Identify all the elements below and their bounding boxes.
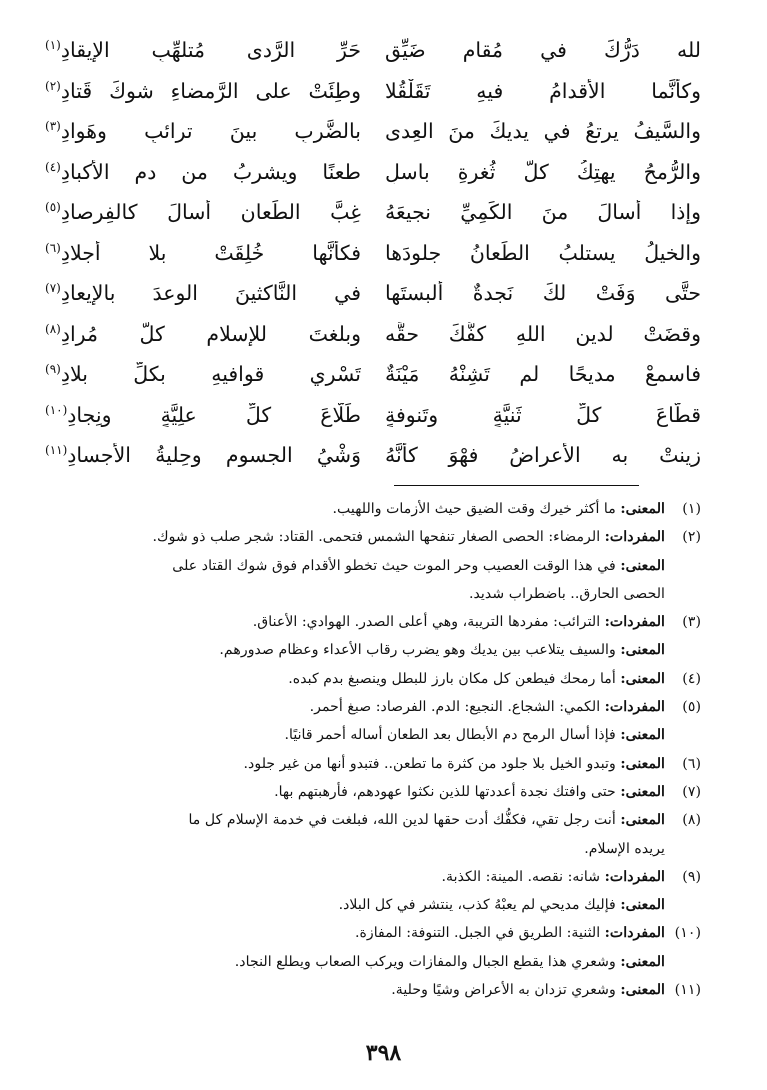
first-hemistich <box>385 79 701 103</box>
footnote-label: المعنى: <box>620 642 665 659</box>
footnote-label: المفردات: <box>604 925 665 942</box>
footnote-label: المعنى: <box>620 501 665 517</box>
second-hemistich <box>45 79 361 103</box>
hemistich-text: وبلغتَ للإسلامِ كلَّ مُرادِ <box>60 321 361 346</box>
footnote-marker[interactable]: (٢) <box>45 78 61 93</box>
footnote <box>76 693 701 721</box>
hemistich-text: والرُّمحُ يهتِكُ كلَّ ثُغرةِ باسلٍ <box>385 159 701 184</box>
hemistich-text: زِينتْ به الأعراضُ فهْوَ كأنَّهُ <box>385 443 701 468</box>
footnote-marker[interactable]: (١) <box>45 38 61 53</box>
footnote <box>76 495 701 523</box>
second-hemistich <box>45 443 361 467</box>
hemistich-text: وطِئَتْ على الرَّمضاءِ شوكَ قَتادِ <box>60 78 361 103</box>
footnote-number: (٥) <box>682 699 701 716</box>
first-hemistich <box>385 200 701 224</box>
footnote <box>76 948 701 976</box>
second-hemistich <box>45 403 361 427</box>
footnote <box>76 863 701 891</box>
hemistich-text: بالضَّربِ بينَ ترائبٍ وهَوادِ <box>60 119 361 144</box>
verse <box>45 354 701 395</box>
footnote-label: المعنى: <box>620 783 665 800</box>
footnote-marker[interactable]: (١٠) <box>45 402 68 417</box>
footnote-label: المعنى: <box>620 727 665 744</box>
footnote-text: يريده الإسلام. <box>584 840 665 857</box>
footnote-marker[interactable]: (٤) <box>45 159 61 174</box>
page-number: ٣٩٨ <box>365 1040 402 1066</box>
footnote-text: حتى وافتك نجدة أعددتها للذين نكثوا عهودهم، فأرهبتهم بها. <box>274 783 616 800</box>
verse <box>45 192 701 233</box>
second-hemistich <box>45 38 361 62</box>
second-hemistich <box>45 322 361 346</box>
footnote-number: (٨) <box>682 812 701 829</box>
footnote-label: المعنى: <box>620 897 665 914</box>
footnote-text: والسيف يتلاعب بين يديك وهو يضرب رقاب الأعداء وعظام صدورهم. <box>219 642 616 659</box>
footnote-text: الرمضاء: الحصى الصغار تنفحها الشمس فتحمى. القتاد: شجر صلب ذو شوك. <box>152 529 601 546</box>
footnote-continuation <box>76 580 701 608</box>
verse <box>45 233 701 274</box>
footnote <box>76 665 701 693</box>
verse <box>45 314 701 355</box>
footnote-marker[interactable]: (٦) <box>45 240 61 255</box>
second-hemistich <box>45 362 361 386</box>
second-hemistich <box>45 281 361 305</box>
footnote-text: الحصى الحارق.. باضطراب شديد. <box>468 585 665 602</box>
footnote-text: شانه: نقصه. المينة: الكذبة. <box>441 868 601 885</box>
first-hemistich <box>385 443 701 467</box>
second-hemistich <box>45 160 361 184</box>
footnote <box>76 552 701 580</box>
footnote-separator <box>394 485 639 486</box>
footnote-text: وتبدو الخيل بلا جلود من كثرة ما تطعن.. فتبدو أنها من غير جلود. <box>243 755 616 772</box>
footnote-number: (١١) <box>674 982 701 999</box>
footnote <box>76 750 701 778</box>
verse <box>45 71 701 112</box>
footnote-marker[interactable]: (٣) <box>45 119 61 134</box>
hemistich-text: فاسمعْ مديحًا لم تَشِنْهُ مَيْنَةٌ <box>385 362 701 387</box>
footnote-number: (٩) <box>682 868 701 885</box>
footnote <box>76 721 701 749</box>
footnote-text: فإذا أسال الرمح دم الأبطال بعد الطعان أساله أحمر قانيًا. <box>284 727 616 744</box>
hemistich-text: لله دَرُّكَ في مُقامٍ ضَيِّقٍ <box>385 38 701 63</box>
footnote-number: (٢) <box>682 529 701 546</box>
footnote-label: المعنى: <box>620 557 665 574</box>
footnote-text: أما رمحك فيطعن كل مكان بارز للبطل وينصبغ بدم كبده. <box>288 670 616 687</box>
footnote-text: وشعري تزدان به الأعراض وشيًا وحلية. <box>391 982 616 999</box>
first-hemistich <box>385 281 701 305</box>
hemistich-text: في النَّاكثينَ الوعدَ بالإيعادِ <box>60 281 361 306</box>
first-hemistich <box>385 322 701 346</box>
hemistich-text: وكأنَّما الأقدامُ فيهِ تَقَلْقُلا <box>385 78 701 103</box>
footnote-label: المفردات: <box>604 529 665 546</box>
footnote-label: المعنى: <box>620 755 665 772</box>
hemistich-text: حتَّى وَفَتْ لكَ نَجدةٌ ألبستَها <box>385 281 701 306</box>
verse <box>45 111 701 152</box>
footnote-number: (١٠) <box>674 925 701 942</box>
first-hemistich <box>385 119 701 143</box>
footnote-continuation <box>76 835 701 863</box>
footnote-text: وشعري هذا يقطع الجبال والمفازات ويركب الصعاب ويطلع النجاد. <box>234 953 616 970</box>
footnote <box>76 976 701 1004</box>
footnote-number: (٤) <box>682 670 701 687</box>
footnote-marker[interactable]: (١١) <box>45 443 68 458</box>
hemistich-text: طَلّاعَ كلِّ علِيَّةٍ ونِجادِ <box>67 402 361 427</box>
verse <box>45 273 701 314</box>
hemistich-text: والخيلُ يستلبُ الطِّعانُ جلودَها <box>385 240 701 265</box>
footnote-marker[interactable]: (٥) <box>45 200 61 215</box>
first-hemistich <box>385 362 701 386</box>
footnote <box>76 523 701 551</box>
footnote-label: المفردات: <box>604 868 665 885</box>
verse <box>45 395 701 436</box>
footnote-label: المعنى: <box>620 812 665 829</box>
hemistich-text: وإذا أسالَ منَ الكَمِيِّ نجيعَهُ <box>385 200 701 225</box>
footnote-label: المفردات: <box>604 699 665 716</box>
second-hemistich <box>45 200 361 224</box>
first-hemistich <box>385 38 701 62</box>
hemistich-text: والسَّيفُ يرتعُ في يديكَ منَ العِدى <box>385 119 701 144</box>
footnote <box>76 891 701 919</box>
verse <box>45 435 701 476</box>
footnote-number: (٧) <box>682 783 701 800</box>
footnote <box>76 778 701 806</box>
footnote-marker[interactable]: (٧) <box>45 281 61 296</box>
first-hemistich <box>385 241 701 265</box>
footnote-text: فإليك مديحي لم يعبْهُ كذب، ينتشر في كل البلاد. <box>338 897 616 914</box>
hemistich-text: تَسْري قوافيهِ بكلِّ بلادِ <box>60 362 361 387</box>
hemistich-text: حَرِّ الرَّدى مُتلهِّبِ الإيقادِ <box>60 38 361 63</box>
footnote <box>76 919 701 947</box>
footnote-number: (٦) <box>682 755 701 772</box>
verse <box>45 152 701 193</box>
footnote-text: الترائب: مفردها التريبة، وهي أعلى الصدر. الهوادي: الأعناق. <box>252 614 601 631</box>
hemistich-text: غِبَّ الطِّعانِ أسالَ كالفِرصادِ <box>60 200 361 225</box>
footnote-text: أنت رجل تقي، فكفُّك أدت حقها لدين الله، فبلغت في خدمة الإسلام كل ما <box>188 812 616 829</box>
footnote-text: في هذا الوقت العصيب وحر الموت حيث تخطو الأقدام فوق شوك القتاد على <box>172 557 616 574</box>
footnote <box>76 806 701 834</box>
second-hemistich <box>45 119 361 143</box>
footnote-text: الكمي: الشجاع. النجيع: الدم. الفرصاد: صبغ أحمر. <box>309 699 601 716</box>
hemistich-text: فكأنَّها خُلِقَتْ بلا أجلادِ <box>60 240 361 265</box>
footnote-label: المعنى: <box>620 953 665 970</box>
second-hemistich <box>45 241 361 265</box>
footnote-label: المعنى: <box>620 670 665 687</box>
footnote-marker[interactable]: (٩) <box>45 362 61 377</box>
footnote-marker[interactable]: (٨) <box>45 321 61 336</box>
poem <box>45 30 701 476</box>
hemistich-text: طعنًا ويشربُ من دمِ الأكبادِ <box>60 159 361 184</box>
footnotes <box>76 495 701 1004</box>
first-hemistich <box>385 403 701 427</box>
first-hemistich <box>385 160 701 184</box>
footnote-label: المعنى: <box>620 982 665 999</box>
hemistich-text: قطّاعَ كلِّ ثَنيَّةٍ وتَنوفةٍ <box>385 402 701 427</box>
hemistich-text: وقضَتْ لدينِ اللهِ كفُّكَ حقَّه <box>385 321 701 346</box>
verse <box>45 30 701 71</box>
footnote-text: ما أكثر خيرك وقت الضيق حيث الأزمات واللهيب. <box>332 501 616 517</box>
footnote-number: (٣) <box>682 614 701 631</box>
footnote-label: المفردات: <box>604 614 665 631</box>
footnote-text: الثنية: الطريق في الجبل. التنوفة: المفازة. <box>354 925 601 942</box>
footnote-number: (١) <box>682 501 701 517</box>
hemistich-text: وَشْيُ الجسومِ وحِليةُ الأجسادِ <box>67 443 361 468</box>
footnote <box>76 608 701 636</box>
footnote <box>76 636 701 664</box>
